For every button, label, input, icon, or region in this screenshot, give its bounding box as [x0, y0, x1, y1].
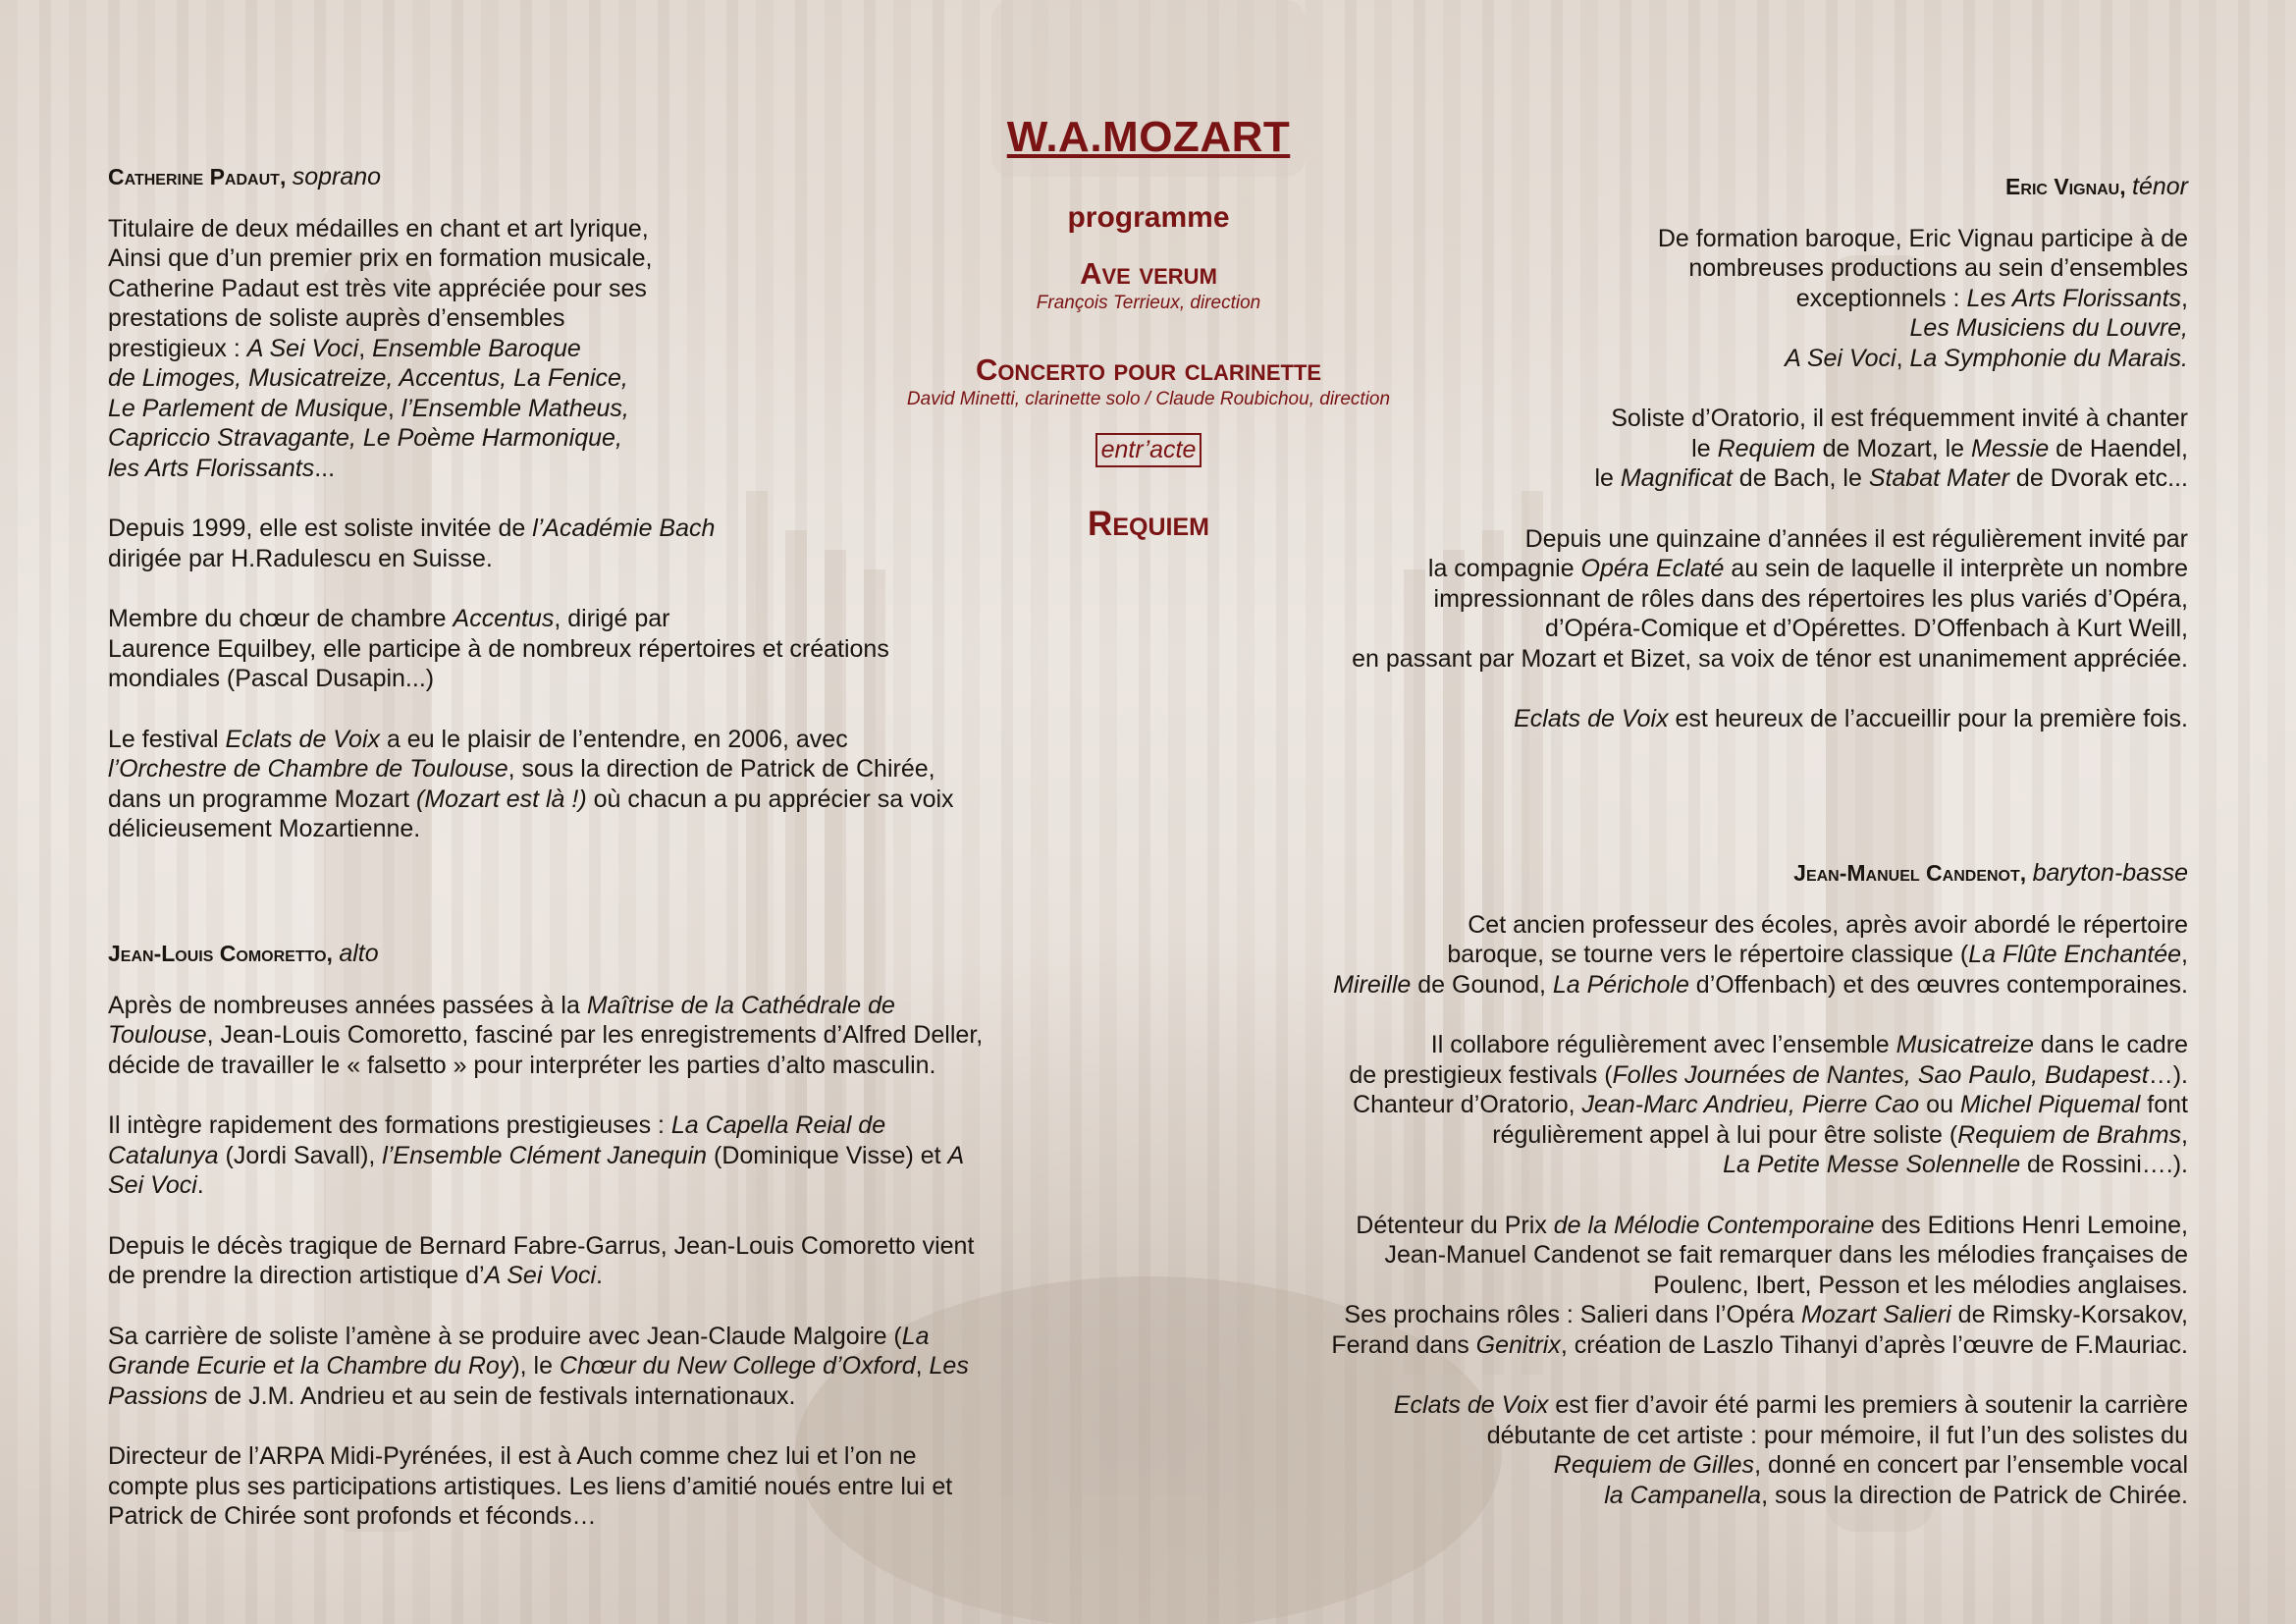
bio-paragraph: Cet ancien professeur des écoles, après avoir abordé le répertoire baroque, se tourne vers le répertoire classique (La Flûte Enchantée, Mireille de Gounod, La Périchole d’Offenbach) et des œuvres contemporaines. [1333, 910, 2188, 999]
bio-paragraph: Titulaire de deux médailles en chant et art lyrique, Ainsi que d’un premier prix en formation musicale, Catherine Padaut est très vite appréciée pour ses prestations de soliste auprès d’ensembles prestigieux : A Sei Voci, Ensemble Baroque de Limoges, Musicatreize, Accentus, La Fenice, Le Parlement de Musique, l’Ensemble Matheus, Capriccio Stravagante, Le Poème Harmonique, les Arts Florissants... [108, 214, 653, 482]
bio-paragraph: Eclats de Voix est fier d’avoir été parmi les premiers à soutenir la carrière débutante de cet artiste : pour mémoire, il fut l’un des solistes du Requiem de Gilles, donné en concert par l’ensemble vocal la Campanella, sous la direction de Patrick de Chirée. [1393, 1391, 2188, 1509]
programme-label: programme [1067, 201, 1230, 234]
soloist-heading: Jean-Manuel Candenot, baryton-basse [1793, 859, 2188, 887]
soloist-heading: Eric Vignau, ténor [2005, 173, 2188, 200]
piece-concerto-credit: David Minetti, clarinette solo / Claude Roubichou, direction [906, 389, 1391, 409]
bio-paragraph: Après de nombreuses années passées à la Maîtrise de la Cathédrale de Toulouse, Jean-Louis Comoretto, fasciné par les enregistrements d’Alfred Deller, décide de travailler le « falsetto » pour interpréter les parties d’alto masculin. [108, 991, 984, 1079]
bio-paragraph: Le festival Eclats de Voix a eu le plaisir de l’entendre, en 2006, avec l’Orchestre de Chambre de Toulouse, sous la direction de Patrick de Chirée, dans un programme Mozart (Mozart est là !) où chacun a pu apprécier sa voix délicieusement Mozartienne. [108, 725, 954, 842]
piece-ave-verum-credit: François Terrieux, direction [1036, 293, 1261, 313]
bio-comoretto [108, 939, 1099, 1562]
piece-requiem: Requiem [1088, 505, 1209, 543]
bio-vignau [1197, 172, 2188, 765]
bio-paragraph: Depuis une quinzaine d’années il est régulièrement invité par la compagnie Opéra Eclaté au sein de laquelle il interprète un nombre impressionnant de rôles dans des répertoires les plus variés d’Opéra, d’Opéra-Comique et d’Opérettes. D’Offenbach à Kurt Weill, en passant par Mozart et Bizet, sa voix de ténor est unanimement appréciée. [1352, 524, 2188, 673]
bio-paragraph: Il intègre rapidement des formations prestigieuses : La Capella Reial de Catalunya (Jordi Savall), l’Ensemble Clément Janequin (Dominique Visse) et A Sei Voci. [108, 1111, 965, 1199]
bio-paragraph: Détenteur du Prix de la Mélodie Contemporaine des Editions Henri Lemoine, Jean-Manuel Candenot se fait remarquer dans les mélodies françaises de Poulenc, Ibert, Pesson et les mélodies anglaises. Ses prochains rôles : Salieri dans l’Opéra Mozart Salieri de Rimsky-Korsakov, Ferand dans Genitrix, création de Laszlo Tihanyi d’après l’œuvre de F.Mauriac. [1331, 1211, 2188, 1359]
bio-paragraph: Depuis 1999, elle est soliste invitée de l’Académie Bach dirigée par H.Radulescu en Suisse. [108, 514, 716, 572]
bio-paragraph: Depuis le décès tragique de Bernard Fabre-Garrus, Jean-Louis Comoretto vient de prendre la direction artistique d’A Sei Voci. [108, 1231, 975, 1289]
soloist-heading: Jean-Louis Comoretto, alto [108, 940, 379, 967]
bio-padaut [108, 162, 1099, 875]
bio-paragraph: De formation baroque, Eric Vignau participe à de nombreuses productions au sein d’ensembles exceptionnels : Les Arts Florissants, Les Musiciens du Louvre, A Sei Voci, La Symphonie du Marais. [1657, 224, 2188, 372]
bio-paragraph: Eclats de Voix est heureux de l’accueillir pour la première fois. [1514, 705, 2188, 732]
bio-paragraph: Soliste d’Oratorio, il est fréquemment invité à chanter le Requiem de Mozart, le Messie de Haendel, le Magnificat de Bach, le Stabat Mater de Dvorak etc... [1594, 405, 2188, 492]
bio-paragraph: Il collabore régulièrement avec l’ensemble Musicatreize dans le cadre de prestigieux festivals (Folles Journées de Nantes, Sao Paulo, Budapest…). Chanteur d’Oratorio, Jean-Marc Andrieu, Pierre Cao ou Michel Piquemal font régulièrement appel à lui pour être soliste (Requiem de Brahms, La Petite Messe Solennelle de Rossini….). [1349, 1031, 2188, 1178]
piece-ave-verum: Ave verum [1080, 256, 1217, 291]
intermission-label: entr’acte [1095, 433, 1202, 467]
composer-title: W.A.MOZART [1006, 113, 1291, 161]
bio-paragraph: Membre du chœur de chambre Accentus, dirigé par Laurence Equilbey, elle participe à de nombreux répertoires et créations mondiales (Pascal Dusapin...) [108, 605, 889, 692]
soloist-heading: Catherine Padaut, soprano [108, 163, 382, 190]
piece-concerto: Concerto pour clarinette [975, 352, 1322, 387]
bio-paragraph: Sa carrière de soliste l’amène à se produire avec Jean-Claude Malgoire (La Grande Ecurie et la Chambre du Roy), le Chœur du New College d’Oxford, Les Passions de J.M. Andrieu et au sein de festivals internationaux. [108, 1322, 969, 1410]
bio-paragraph: Directeur de l’ARPA Midi-Pyrénées, il est à Auch comme chez lui et l’on ne compte plus ses participations artistiques. Les liens d’amitié noués entre lui et Patrick de Chirée sont profonds et féconds… [108, 1442, 953, 1530]
bio-candenot [1197, 858, 2188, 1541]
